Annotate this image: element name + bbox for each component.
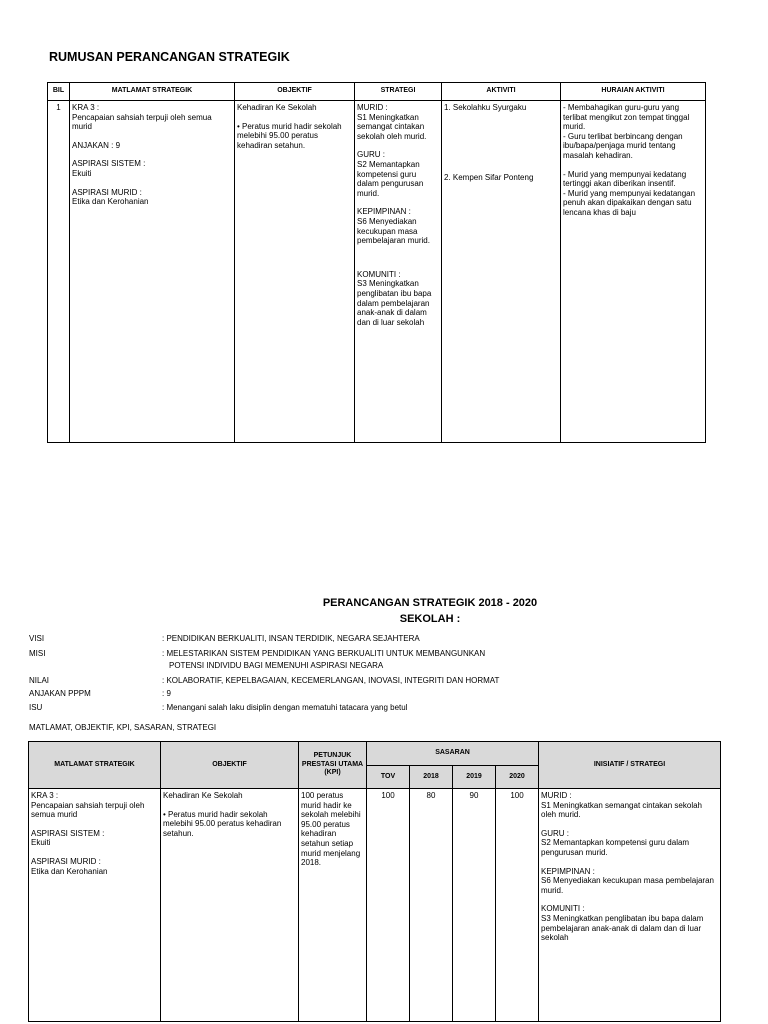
murid-text: S1 Meningkatkan semangat cintakan sekolah oleh murid. xyxy=(357,112,427,141)
section2-subheading: MATLAMAT, OBJEKTIF, KPI, SASARAN, STRATEGI xyxy=(29,723,217,732)
cell-sasaran-tov: 100 xyxy=(367,789,410,1022)
header-strategi: STRATEGI xyxy=(355,83,442,101)
huraian-item: - Membahagikan guru-guru yang terlibat mengikut zon tempat tinggal murid. xyxy=(563,103,690,132)
header-huraian: HURAIAN AKTIVITI xyxy=(561,83,706,101)
kepimpinan-label: KEPIMPINAN : xyxy=(541,866,595,876)
cell-matlamat xyxy=(70,101,235,443)
info-key: VISI xyxy=(29,634,45,643)
table-row xyxy=(48,101,706,443)
cell-huraian xyxy=(561,101,706,443)
info-value: : 9 xyxy=(162,689,171,698)
info-value: : Menangani salah laku disiplin dengan mematuhi tatacara yang betul xyxy=(162,703,408,712)
cell-matlamat xyxy=(29,789,161,1022)
aspirasi-sistem-label: ASPIRASI SISTEM : xyxy=(72,159,146,169)
huraian-item: - Guru terlibat berbincang dengan ibu/bapa/penjaga murid tentang masalah kehadiran. xyxy=(563,131,683,160)
header-sasaran: SASARAN xyxy=(367,742,539,766)
header-kpi: PETUNJUK PRESTASI UTAMA (KPI) xyxy=(299,742,367,789)
guru-label: GURU : xyxy=(541,828,569,838)
komuniti-label: KOMUNITI : xyxy=(357,269,401,279)
rumusan-table xyxy=(47,82,706,443)
komuniti-label: KOMUNITI : xyxy=(541,904,585,914)
header-2019: 2019 xyxy=(453,765,496,789)
header-matlamat: MATLAMAT STRATEGIK xyxy=(29,742,161,789)
header-inisiatif: INISIATIF / STRATEGI xyxy=(539,742,721,789)
table-header-row xyxy=(48,83,706,101)
info-key: NILAI xyxy=(29,676,50,685)
objektif-title: Kehadiran Ke Sekolah xyxy=(237,103,317,112)
cell-objektif xyxy=(161,789,299,1022)
header-2020: 2020 xyxy=(496,765,539,789)
cell-inisiatif xyxy=(539,789,721,1022)
kepimpinan-text: S6 Menyediakan kecukupan masa pembelajaran murid. xyxy=(357,216,430,246)
header-tov: TOV xyxy=(367,765,410,789)
cell-bil: 1 xyxy=(48,101,70,443)
aspirasi-sistem-text: Ekuiti xyxy=(72,168,92,178)
kra-label: KRA 3 : xyxy=(31,791,59,800)
aspirasi-sistem-text: Ekuiti xyxy=(31,838,51,848)
info-value: : KOLABORATIF, KEPELBAGAIAN, KECEMERLANGAN, INOVASI, INTEGRITI DAN HORMAT xyxy=(162,676,500,685)
kepimpinan-label: KEPIMPINAN : xyxy=(357,207,411,217)
header-objektif: OBJEKTIF xyxy=(161,742,299,789)
section2-title: PERANCANGAN STRATEGIK 2018 - 2020 xyxy=(322,597,538,609)
aspirasi-murid-text: Etika dan Kerohanian xyxy=(72,197,149,207)
huraian-item: - Murid yang mempunyai kedatangan penuh akan dipakaikan dengan satu lencana khas di baju xyxy=(563,188,696,217)
anjakan-text: ANJAKAN : 9 xyxy=(72,140,121,150)
cell-objektif xyxy=(235,101,355,443)
aspirasi-murid-label: ASPIRASI MURID : xyxy=(72,187,142,197)
guru-text: S2 Memantapkan kompetensi guru dalam pengurusan murid. xyxy=(357,159,424,198)
header-bil: BIL xyxy=(48,83,70,101)
header-objektif: OBJEKTIF xyxy=(235,83,355,101)
cell-sasaran-2020: 100 xyxy=(496,789,539,1022)
objektif-bullet: • Peratus murid hadir sekolah melebihi 95.00 peratus kehadiran setahun. xyxy=(163,809,282,838)
info-key: ANJAKAN PPPM xyxy=(29,689,91,698)
info-key: ISU xyxy=(29,703,43,712)
info-value: : MELESTARIKAN SISTEM PENDIDIKAN YANG BERKUALITI UNTUK MEMBANGUNKAN xyxy=(162,649,486,658)
aspirasi-sistem-label: ASPIRASI SISTEM : xyxy=(31,828,105,838)
cell-strategi xyxy=(355,101,442,443)
objektif-title: Kehadiran Ke Sekolah xyxy=(163,791,243,800)
cell-aktiviti xyxy=(442,101,561,443)
murid-text: S1 Meningkatkan semangat cintakan sekolah oleh murid. xyxy=(541,800,702,820)
info-value: : PENDIDIKAN BERKUALITI, INSAN TERDIDIK, NEGARA SEJAHTERA xyxy=(162,634,420,643)
aspirasi-murid-text: Etika dan Kerohanian xyxy=(31,866,108,876)
cell-kpi: 100 peratus murid hadir ke sekolah melebihi 95.00 peratus kehadiran setahun setiap murid menjelang 2018. xyxy=(299,789,367,1022)
kra-label: KRA 3 : xyxy=(72,103,100,112)
aktiviti-item: 2. Kempen Sifar Ponteng xyxy=(444,172,534,182)
section2-subtitle: SEKOLAH : xyxy=(399,613,461,625)
header-2018: 2018 xyxy=(410,765,453,789)
perancangan-table xyxy=(28,741,721,1022)
huraian-item: - Murid yang mempunyai kedatang tertinggi akan diberikan insentif. xyxy=(563,169,687,189)
guru-label: GURU : xyxy=(357,150,385,160)
kepimpinan-text: S6 Menyediakan kecukupan masa pembelajaran murid. xyxy=(541,876,714,895)
cell-sasaran-2018: 80 xyxy=(410,789,453,1022)
komuniti-text: S3 Meningkatkan penglibatan ibu bapa dalam pembelajaran anak-anak di dalam dan di luar sekolah xyxy=(541,913,704,943)
header-aktiviti: AKTIVITI xyxy=(442,83,561,101)
section1-title: RUMUSAN PERANCANGAN STRATEGIK xyxy=(49,50,290,64)
guru-text: S2 Memantapkan kompetensi guru dalam pengurusan murid. xyxy=(541,838,690,857)
murid-label: MURID : xyxy=(541,791,572,800)
komuniti-text: S3 Meningkatkan penglibatan ibu bapa dalam pembelajaran anak-anak di dalam dan di luar sekolah xyxy=(357,279,432,327)
table-row xyxy=(29,789,721,1022)
info-value: POTENSI INDIVIDU BAGI MEMENUHI ASPIRASI NEGARA xyxy=(169,661,384,670)
table-header-row xyxy=(29,742,721,766)
murid-label: MURID : xyxy=(357,103,388,112)
cell-sasaran-2019: 90 xyxy=(453,789,496,1022)
header-matlamat: MATLAMAT STRATEGIK xyxy=(70,83,235,101)
kra-text: Pencapaian sahsiah terpuji oleh semua murid xyxy=(72,112,212,132)
aspirasi-murid-label: ASPIRASI MURID : xyxy=(31,856,101,866)
aktiviti-item: 1. Sekolahku Syurgaku xyxy=(444,103,527,112)
info-key: MISI xyxy=(29,649,46,658)
objektif-bullet: • Peratus murid hadir sekolah melebihi 95.00 peratus kehadiran setahun. xyxy=(237,121,342,150)
kra-text: Pencapaian sahsiah terpuji oleh semua murid xyxy=(31,800,145,820)
